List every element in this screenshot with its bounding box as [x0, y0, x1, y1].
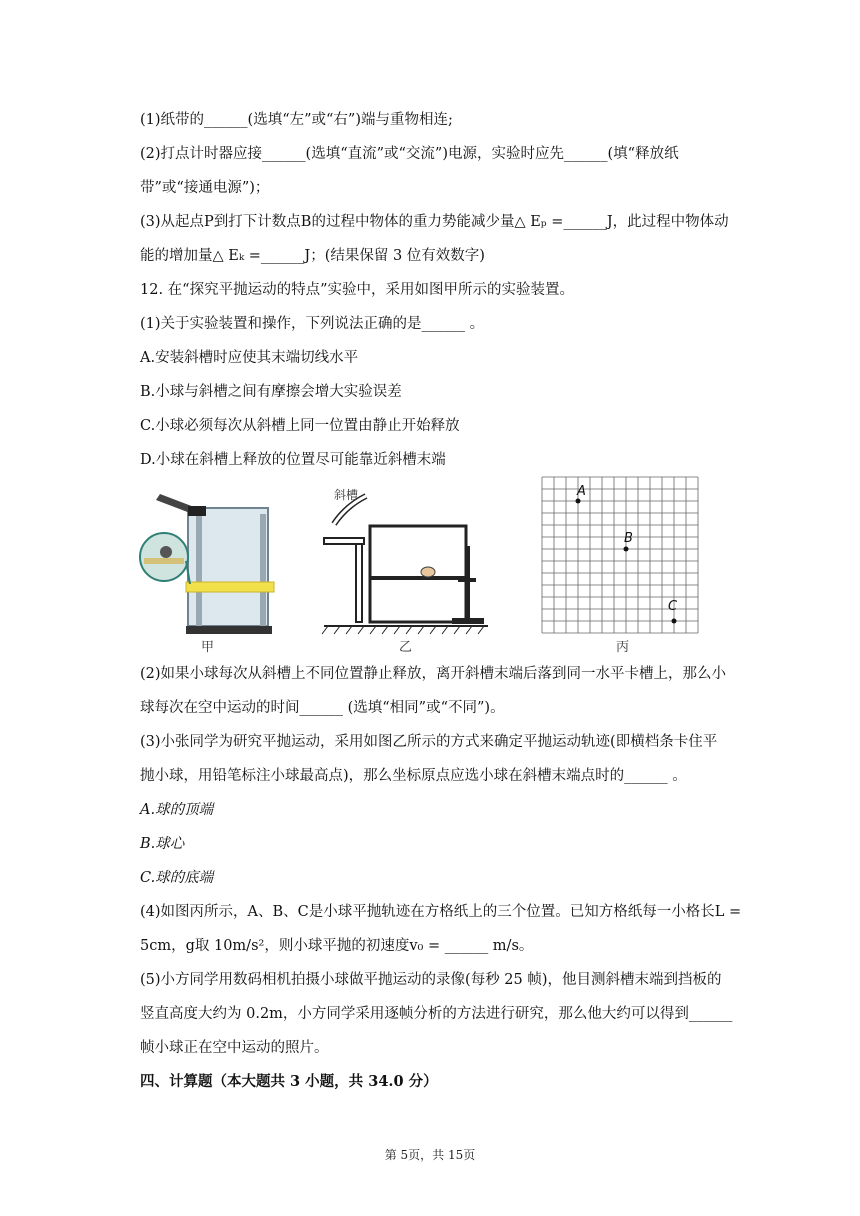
- option-c: C.小球必须每次从斜槽上同一位置由静止开始释放: [140, 418, 460, 434]
- figure-jia: [138, 488, 278, 638]
- text-line: 帧小球正在空中运动的照片。: [140, 1040, 329, 1056]
- text-line: 能的增加量△ Eₖ =______J；(结果保留 3 位有效数字): [140, 248, 485, 264]
- text-line: (3)从起点P到打下计数点B的过程中物体的重力势能减少量△ Eₚ =______J，此过程中物体动: [140, 214, 729, 230]
- point-a-label: A: [577, 484, 586, 499]
- option-b: B.球心: [140, 836, 185, 852]
- point-b-label: B: [624, 531, 633, 546]
- text-line: (5)小方同学用数码相机拍摄小球做平抛运动的录像(每秒 25 帧)，他目测斜槽末端到挡板的: [140, 972, 722, 988]
- section-heading: 四、计算题（本大题共 3 小题，共 34.0 分）: [140, 1073, 438, 1090]
- option-c: C.球的底端: [140, 870, 214, 886]
- text-line: 竖直高度大约为 0.2m，小方同学采用逐帧分析的方法进行研究，那么他大约可以得到______: [140, 1006, 733, 1022]
- text-line: 5cm，g取 10m/s²，则小球平抛的初速度v₀ = ______ m/s。: [140, 938, 534, 954]
- point-b: [624, 547, 629, 552]
- figure-jia-caption: 甲: [201, 640, 215, 655]
- figure-yi: [318, 486, 494, 636]
- figure-yi-label: 斜槽: [334, 488, 359, 502]
- page-footer: 第 5页，共 15页: [384, 1148, 476, 1162]
- question-12-stem: 12. 在“探究平抛运动的特点”实验中，采用如图甲所示的实验装置。: [140, 282, 574, 298]
- point-a: [576, 499, 581, 504]
- text-line: 球每次在空中运动的时间______ (选填“相同”或“不同”)。: [140, 700, 505, 716]
- option-a: A.安装斜槽时应使其末端切线水平: [140, 350, 359, 366]
- option-a: A.球的顶端: [140, 802, 214, 818]
- point-c-label: C: [668, 599, 678, 614]
- option-b: B.小球与斜槽之间有摩擦会增大实验误差: [140, 384, 402, 400]
- point-c: [672, 619, 677, 624]
- text-line: (1)关于实验装置和操作，下列说法正确的是______ 。: [140, 316, 485, 332]
- figure-yi-caption: 乙: [399, 640, 413, 655]
- text-line: (1)纸带的______(选填“左”或“右”)端与重物相连;: [140, 112, 453, 128]
- text-line: (2)打点计时器应接______(选填“直流”或“交流”)电源，实验时应先______(填“释放纸: [140, 146, 679, 162]
- option-d: D.小球在斜槽上释放的位置尽可能靠近斜槽末端: [140, 452, 446, 468]
- text-line: (3)小张同学为研究平抛运动，采用如图乙所示的方式来确定平抛运动轨迹(即横档条卡住平: [140, 734, 718, 750]
- text-line: 抛小球，用铅笔标注小球最高点)，那么坐标原点应选小球在斜槽末端点时的______ 。: [140, 768, 687, 784]
- text-line: (4)如图丙所示，A、B、C是小球平抛轨迹在方格纸上的三个位置。已知方格纸每一小格长L =: [140, 904, 742, 920]
- text-line: (2)如果小球每次从斜槽上不同位置静止释放，离开斜槽末端后落到同一水平卡槽上，那么小: [140, 666, 727, 682]
- figure-bing-caption: 丙: [616, 640, 630, 655]
- text-line: 带”或“接通电源”)；: [140, 180, 270, 196]
